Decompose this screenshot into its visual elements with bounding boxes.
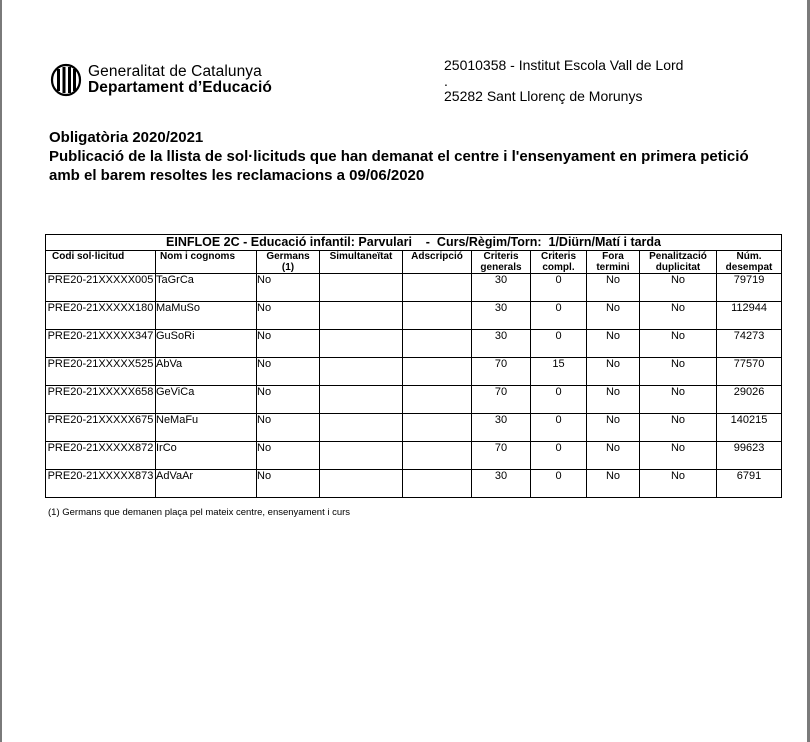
footnote: (1) Germans que demanen plaça pel mateix centre, ensenyament i curs xyxy=(48,507,351,518)
col-penalitzacio-header: Penalització duplicitat xyxy=(640,251,717,274)
col-simultaneitat-header: Simultaneïtat xyxy=(320,251,403,274)
col-penalitzacio-cell: No xyxy=(640,442,717,470)
generalitat-logo xyxy=(50,63,272,97)
col-criteris-generals-cell: 70 xyxy=(472,442,531,470)
org-name: Generalitat de Catalunya xyxy=(88,63,262,80)
applications-table xyxy=(45,234,782,498)
col-criteris-generals-header: Criteris generals xyxy=(472,251,531,274)
col-fora-termini-cell: No xyxy=(587,302,640,330)
col-germans-cell: No xyxy=(257,274,320,302)
col-penalitzacio-cell: No xyxy=(640,302,717,330)
col-criteris-compl-cell: 0 xyxy=(531,442,587,470)
col-num-desempat-cell: 74273 xyxy=(717,330,782,358)
col-criteris-generals-cell: 30 xyxy=(472,470,531,498)
col-fora-termini-header: Fora termini xyxy=(587,251,640,274)
col-adscripcio-cell xyxy=(403,470,472,498)
document-subtitle: Obligatòria 2020/2021 xyxy=(49,129,204,146)
col-criteris-compl-cell: 0 xyxy=(531,330,587,358)
col-criteris-generals-cell: 30 xyxy=(472,330,531,358)
col-germans-cell: No xyxy=(257,414,320,442)
col-adscripcio-cell xyxy=(403,302,472,330)
table-row xyxy=(46,386,782,414)
col-codi-cell: PRE20-21XXXXX180 xyxy=(46,302,156,330)
col-adscripcio-cell xyxy=(403,442,472,470)
document-title: Publicació de la llista de sol·licituds que han demanat el centre i l'ensenyament en primera petició amb el barem resoltes les reclamacions a 09/06/2020 xyxy=(49,148,749,184)
col-simultaneitat-cell xyxy=(320,274,403,302)
col-codi-cell: PRE20-21XXXXX872 xyxy=(46,442,156,470)
col-nom-header: Nom i cognoms xyxy=(156,251,257,274)
col-fora-termini-cell: No xyxy=(587,414,640,442)
col-criteris-compl-cell: 15 xyxy=(531,358,587,386)
col-penalitzacio-cell: No xyxy=(640,330,717,358)
table-group-title: EINFLOE 2C - Educació infantil: Parvulari - Curs/Règim/Torn: 1/Diürn/Matí i tarda xyxy=(46,235,782,251)
col-germans-cell: No xyxy=(257,442,320,470)
col-codi-cell: PRE20-21XXXXX658 xyxy=(46,386,156,414)
school-address: 25282 Sant Llorenç de Morunys xyxy=(444,88,643,104)
col-criteris-compl-cell: 0 xyxy=(531,274,587,302)
col-criteris-generals-cell: 30 xyxy=(472,274,531,302)
table-row xyxy=(46,414,782,442)
col-criteris-compl-cell: 0 xyxy=(531,414,587,442)
separator-dot: . xyxy=(444,73,448,89)
col-fora-termini-cell: No xyxy=(587,274,640,302)
col-nom-cell: TaGrCa xyxy=(156,274,257,302)
col-germans-cell: No xyxy=(257,302,320,330)
col-codi-header: Codi sol·licitud xyxy=(46,251,156,274)
col-simultaneitat-cell xyxy=(320,442,403,470)
col-adscripcio-header: Adscripció xyxy=(403,251,472,274)
school-name: 25010358 - Institut Escola Vall de Lord xyxy=(444,57,684,73)
col-num-desempat-cell: 112944 xyxy=(717,302,782,330)
table-row xyxy=(46,358,782,386)
col-penalitzacio-cell: No xyxy=(640,274,717,302)
col-nom-cell: AdVaAr xyxy=(156,470,257,498)
col-num-desempat-cell: 77570 xyxy=(717,358,782,386)
col-simultaneitat-cell xyxy=(320,330,403,358)
col-codi-cell: PRE20-21XXXXX675 xyxy=(46,414,156,442)
col-fora-termini-cell: No xyxy=(587,358,640,386)
col-simultaneitat-cell xyxy=(320,414,403,442)
col-germans-cell: No xyxy=(257,386,320,414)
table-row xyxy=(46,302,782,330)
col-num-desempat-cell: 99623 xyxy=(717,442,782,470)
table-row xyxy=(46,330,782,358)
col-nom-cell: NeMaFu xyxy=(156,414,257,442)
col-penalitzacio-cell: No xyxy=(640,386,717,414)
col-criteris-compl-cell: 0 xyxy=(531,470,587,498)
col-num-desempat-cell: 140215 xyxy=(717,414,782,442)
col-criteris-generals-cell: 70 xyxy=(472,358,531,386)
col-germans-cell: No xyxy=(257,330,320,358)
page-edge-left xyxy=(0,0,2,742)
col-criteris-generals-cell: 30 xyxy=(472,302,531,330)
school-info xyxy=(444,57,683,105)
col-criteris-compl-cell: 0 xyxy=(531,386,587,414)
col-num-desempat-cell: 6791 xyxy=(717,470,782,498)
col-adscripcio-cell xyxy=(403,330,472,358)
col-num-desempat-header: Núm. desempat xyxy=(717,251,782,274)
col-fora-termini-cell: No xyxy=(587,330,640,358)
col-codi-cell: PRE20-21XXXXX347 xyxy=(46,330,156,358)
col-num-desempat-cell: 79719 xyxy=(717,274,782,302)
col-simultaneitat-cell xyxy=(320,386,403,414)
col-criteris-compl-cell: 0 xyxy=(531,302,587,330)
table-row xyxy=(46,442,782,470)
col-germans-cell: No xyxy=(257,358,320,386)
col-nom-cell: GuSoRi xyxy=(156,330,257,358)
document-titles xyxy=(49,128,769,185)
col-simultaneitat-cell xyxy=(320,358,403,386)
col-fora-termini-cell: No xyxy=(587,470,640,498)
col-codi-cell: PRE20-21XXXXX873 xyxy=(46,470,156,498)
col-num-desempat-cell: 29026 xyxy=(717,386,782,414)
generalitat-emblem-icon xyxy=(50,63,82,97)
col-penalitzacio-cell: No xyxy=(640,470,717,498)
col-penalitzacio-cell: No xyxy=(640,358,717,386)
col-adscripcio-cell xyxy=(403,414,472,442)
col-adscripcio-cell xyxy=(403,274,472,302)
col-codi-cell: PRE20-21XXXXX005 xyxy=(46,274,156,302)
col-adscripcio-cell xyxy=(403,386,472,414)
table-row xyxy=(46,274,782,302)
col-nom-cell: MaMuSo xyxy=(156,302,257,330)
col-nom-cell: AbVa xyxy=(156,358,257,386)
col-codi-cell: PRE20-21XXXXX525 xyxy=(46,358,156,386)
department-name: Departament d’Educació xyxy=(88,79,272,96)
col-germans-header: Germans (1) xyxy=(257,251,320,274)
col-germans-cell: No xyxy=(257,470,320,498)
col-simultaneitat-cell xyxy=(320,302,403,330)
col-criteris-compl-header: Criteris compl. xyxy=(531,251,587,274)
col-criteris-generals-cell: 30 xyxy=(472,414,531,442)
col-adscripcio-cell xyxy=(403,358,472,386)
col-penalitzacio-cell: No xyxy=(640,414,717,442)
table-row xyxy=(46,470,782,498)
col-criteris-generals-cell: 70 xyxy=(472,386,531,414)
col-nom-cell: IrCo xyxy=(156,442,257,470)
col-fora-termini-cell: No xyxy=(587,442,640,470)
col-simultaneitat-cell xyxy=(320,470,403,498)
col-fora-termini-cell: No xyxy=(587,386,640,414)
col-nom-cell: GeViCa xyxy=(156,386,257,414)
